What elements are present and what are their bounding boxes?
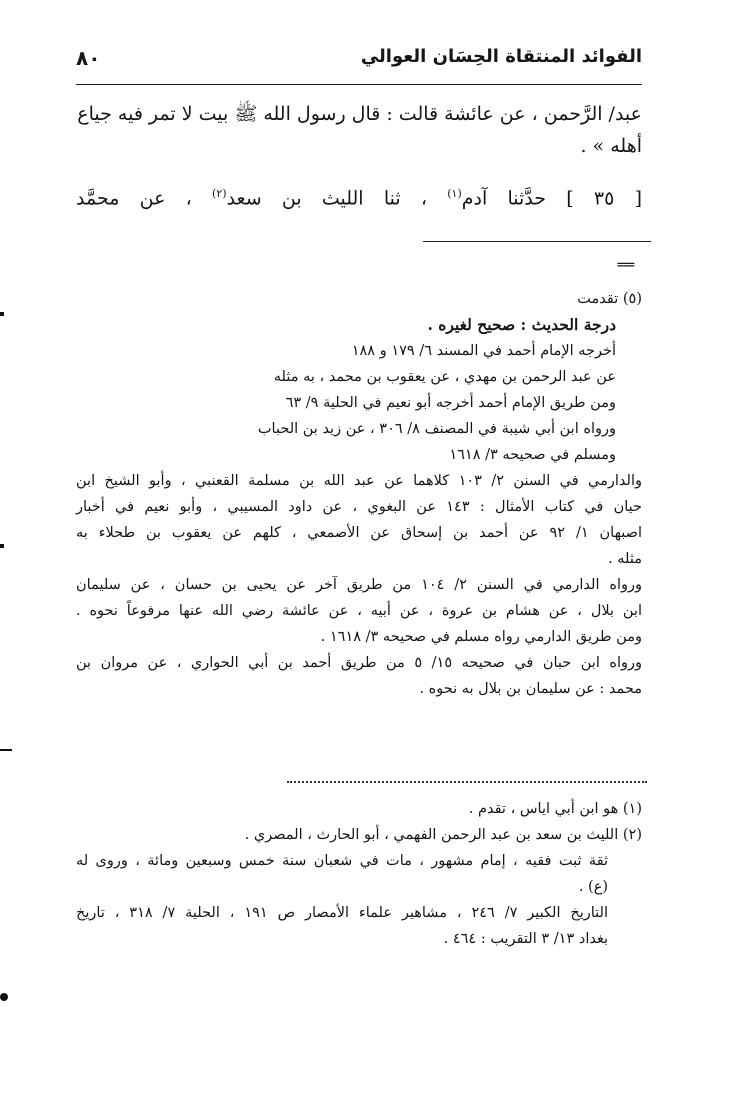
- hadith-text-a: حدَّثنا آدم: [461, 187, 547, 210]
- scan-margin-mark: [0, 749, 12, 751]
- page-header: [76, 40, 642, 85]
- continued-notes: [76, 286, 642, 702]
- scan-margin-mark: [0, 312, 4, 316]
- hadith-grade: درجة الحديث : صحيح لغيره .: [427, 315, 616, 334]
- note-line: أخرجه الإمام أحمد في المسند ٦/ ١٧٩ و ١٨٨: [351, 343, 616, 359]
- note-line: ورواه الدارمي في السنن ٢/ ١٠٤ من طريق آخر عن يحيى بن حسان ، عن سليمان: [76, 577, 642, 593]
- footnote-2-line: ثقة ثبت فقيه ، إمام مشهور ، مات في شعبان سنة خمس وسبعين ومائة ، وروى له: [76, 853, 608, 869]
- main-text-line-2: أهله » .: [580, 135, 642, 157]
- footnote-2-line: (ع) .: [578, 879, 608, 895]
- note-line: ومن طريق الإمام أحمد أخرجه أبو نعيم في الحلية ٩/ ٦٣: [285, 395, 616, 411]
- hadith-35-line: [76, 178, 642, 214]
- hadith-number: [ ٣٥ ]: [566, 187, 642, 210]
- note-line: ابن بلال ، عن هشام بن عروة ، عن أبيه ، عن عائشة رضي الله عنها مرفوعاً نحوه .: [76, 603, 642, 619]
- hadith-text-b: ، ثنا الليث بن سعد: [226, 187, 427, 210]
- footnote-2-line: بغداد ١٣/ ٣ التقريب : ٤٦٤ .: [443, 931, 608, 947]
- hadith-text-c: ، عن محمَّد: [76, 187, 192, 210]
- note-line: ومن طريق الدارمي رواه مسلم في صحيحه ٣/ ١٦١٨ .: [320, 629, 642, 645]
- note-5: (٥) تقدمت: [577, 291, 642, 307]
- page-number: ٨٠: [76, 46, 101, 70]
- footnote-ref-1: (١): [447, 187, 462, 200]
- main-text: [76, 98, 642, 214]
- note-line: ورواه ابن أبي شيبة في المصنف ٨/ ٣٠٦ ، عن زيد بن الحباب: [257, 421, 616, 437]
- note-line: ورواه ابن حبان في صحيحه ١٥/ ٥ من طريق أحمد بن أبي الحواري ، عن مروان بن: [76, 655, 643, 671]
- scan-margin-mark: [0, 544, 4, 548]
- note-line: والدارمي في السنن ٢/ ١٠٣ كلاهما عن عبد الله بن مسلمة القعنبي ، وأبو الشيخ ابن: [76, 473, 642, 489]
- note-line: حيان في كتاب الأمثال : ١٤٣ عن البغوي ، عن داود المسيبي ، وأبو نعيم في أخبار: [76, 499, 643, 515]
- separator-mark: ===: [617, 258, 634, 271]
- note-line: محمد : عن سليمان بن بلال به نحوه .: [419, 681, 642, 697]
- note-line: مثله .: [608, 551, 642, 567]
- scan-margin-mark: [0, 993, 8, 1001]
- footnotes: [76, 796, 642, 952]
- text-separator-rule: [423, 241, 651, 242]
- footnote-1: (١) هو ابن أبي اياس ، تقدم .: [468, 801, 642, 817]
- footnote-2: (٢) الليث بن سعد بن عبد الرحمن الفهمي ، أبو الحارث ، المصري .: [244, 827, 642, 843]
- footnote-separator: [287, 781, 647, 783]
- note-line: ومسلم في صحيحه ٣/ ١٦١٨: [449, 447, 616, 463]
- footnote-2-line: التاريخ الكبير ٧/ ٢٤٦ ، مشاهير علماء الأمصار ص ١٩١ ، الحلية ٧/ ٣١٨ ، تاريخ: [76, 905, 608, 921]
- main-text-line-1: عبد/ الرَّحمن ، عن عائشة قالت : قال رسول الله ﷺ بيت لا تمر فيه جياع: [77, 103, 642, 125]
- footnote-ref-2: (٢): [212, 187, 227, 200]
- note-line: عن عبد الرحمن بن مهدي ، عن يعقوب بن محمد ، به مثله: [273, 369, 616, 385]
- running-title: الفوائد المنتقاة الحِسَان العوالي: [360, 46, 642, 67]
- note-line: اصبهان ١/ ٩٢ عن أحمد بن إسحاق عن الأصمعي ، كلهم عن يعقوب بن طحلاء به: [76, 525, 642, 541]
